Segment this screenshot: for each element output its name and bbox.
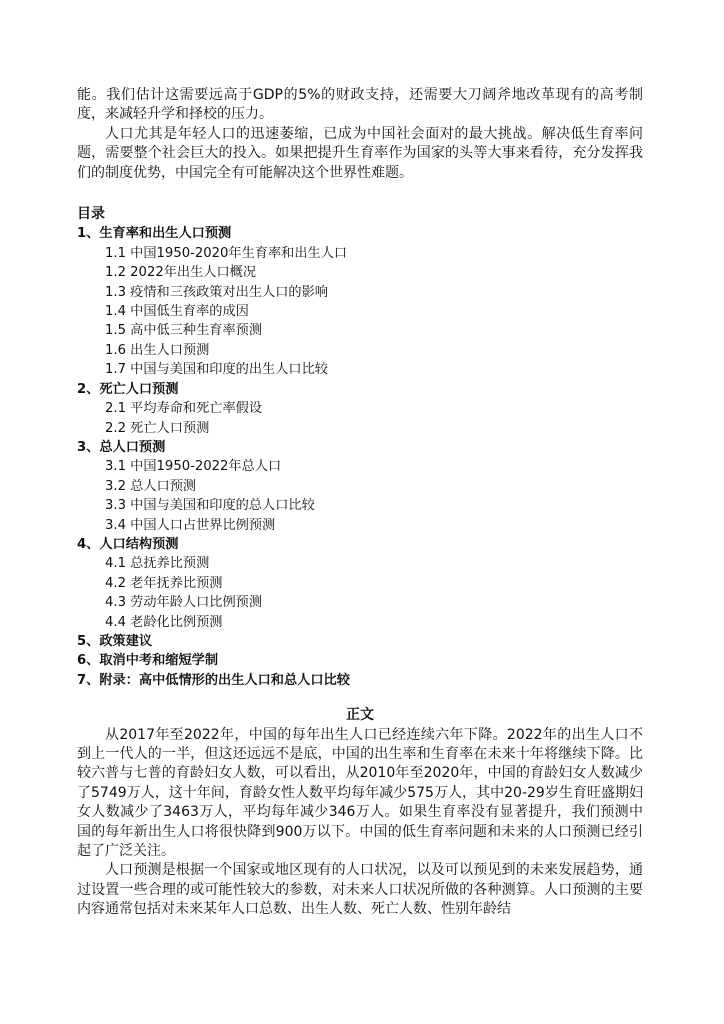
intro-paragraph-1: 能。我们估计这需要远高于GDP的5%的财政支持，还需要大刀阔斧地改革现有的高考制度，来减轻升学和择校的压力。 [77, 87, 643, 123]
toc-section-item [77, 283, 643, 302]
toc-section-item [77, 419, 643, 438]
toc-link[interactable]: 1.6 出生人口预测 [105, 342, 210, 358]
document-page [77, 86, 643, 920]
toc-link[interactable]: 2.1 平均寿命和死亡率假设 [105, 401, 263, 417]
toc-link[interactable]: 4.4 老龄化比例预测 [105, 614, 223, 630]
toc-section-item [77, 457, 643, 476]
toc-chapter-item [77, 438, 643, 457]
toc-link[interactable]: 5、政策建议 [77, 633, 153, 649]
body-title: 正文 [346, 707, 374, 724]
toc-link[interactable]: 1.4 中国低生育率的成因 [105, 304, 249, 320]
toc-section-item [77, 399, 643, 418]
toc-section-item [77, 593, 643, 612]
toc-chapter-item [77, 535, 643, 554]
toc-link[interactable]: 4.3 劳动年龄人口比例预测 [105, 595, 263, 611]
toc-link[interactable]: 3.1 中国1950-2022年总人口 [105, 459, 282, 475]
toc-link[interactable]: 1.7 中国与美国和印度的出生人口比较 [105, 362, 328, 378]
toc-section-item [77, 302, 643, 321]
toc-section-item [77, 341, 643, 360]
toc-link[interactable]: 4.2 老年抚养比预测 [105, 575, 223, 591]
toc-section-item [77, 244, 643, 263]
toc-link[interactable]: 3.4 中国人口占世界比例预测 [105, 517, 276, 533]
toc-link[interactable]: 1、生育率和出生人口预测 [77, 226, 232, 242]
toc-link[interactable]: 3.3 中国与美国和印度的总人口比较 [105, 498, 315, 514]
toc-link[interactable]: 3.2 总人口预测 [105, 478, 197, 494]
toc-link[interactable]: 4、人口结构预测 [77, 536, 179, 552]
toc-section-item [77, 516, 643, 535]
toc-link[interactable]: 1.2 2022年出生人口概况 [105, 265, 257, 281]
toc-link[interactable]: 2.2 死亡人口预测 [105, 420, 210, 436]
toc-chapter-item [77, 651, 643, 670]
toc-section-item [77, 477, 643, 496]
toc-section-item [77, 360, 643, 379]
intro-paragraph-2: 人口尤其是年轻人口的迅速萎缩，已成为中国社会面对的最大挑战。解决低生育率问题，需要整个社会巨大的投入。如果把提升生育率作为国家的头等大事来看待，充分发挥我们的制度优势，中国完全有可能解决这个世界性难题。 [77, 125, 643, 181]
toc-section-item [77, 496, 643, 515]
toc-link[interactable]: 1.3 疫情和三孩政策对出生人口的影响 [105, 284, 328, 300]
body-paragraph-2: 人口预测是根据一个国家或地区现有的人口状况，以及可以预见到的未来发展趋势，通过设置一些合理的或可能性较大的参数，对未来人口状况所做的各种测算。人口预测的主要内容通常包括对未来某年人口总数、出生人数、死亡人数、性别年龄结 [77, 862, 643, 918]
toc-section-item [77, 574, 643, 593]
toc-link[interactable]: 4.1 总抚养比预测 [105, 556, 210, 572]
table-of-contents [77, 224, 643, 690]
toc-section-item [77, 554, 643, 573]
toc-chapter-item [77, 380, 643, 399]
toc-section-item [77, 263, 643, 282]
toc-chapter-item [77, 671, 643, 690]
toc-title: 目录 [77, 206, 105, 223]
toc-link[interactable]: 7、附录：高中低情形的出生人口和总人口比较 [77, 672, 350, 688]
toc-section-item [77, 321, 643, 340]
toc-link[interactable]: 6、取消中考和缩短学制 [77, 653, 219, 669]
toc-chapter-item [77, 224, 643, 243]
toc-link[interactable]: 3、总人口预测 [77, 439, 166, 455]
toc-section-item [77, 613, 643, 632]
body-paragraph-1: 从2017年至2022年，中国的每年出生人口已经连续六年下降。2022年的出生人口不到上一代人的一半，但这还远远不是底，中国的出生率和生育率在未来十年将继续下降。比较六普与七普的育龄妇女人数，可以看出，从2010年至2020年，中国的育龄妇女人数减少了5749万人，这十年间，育龄女性人数平均每年减少575万人，其中20-29岁生育旺盛期妇女人数减少了3463万人，平均每年减少346万人。如果生育率没有显著提升，我们预测中国的每年新出生人口将很快降到900万以下。中国的低生育率问题和未来的人口预测已经引起了广泛关注。 [77, 726, 643, 860]
toc-link[interactable]: 2、死亡人口预测 [77, 381, 179, 397]
toc-link[interactable]: 1.5 高中低三种生育率预测 [105, 323, 263, 339]
toc-chapter-item [77, 632, 643, 651]
toc-link[interactable]: 1.1 中国1950-2020年生育率和出生人口 [105, 245, 348, 261]
